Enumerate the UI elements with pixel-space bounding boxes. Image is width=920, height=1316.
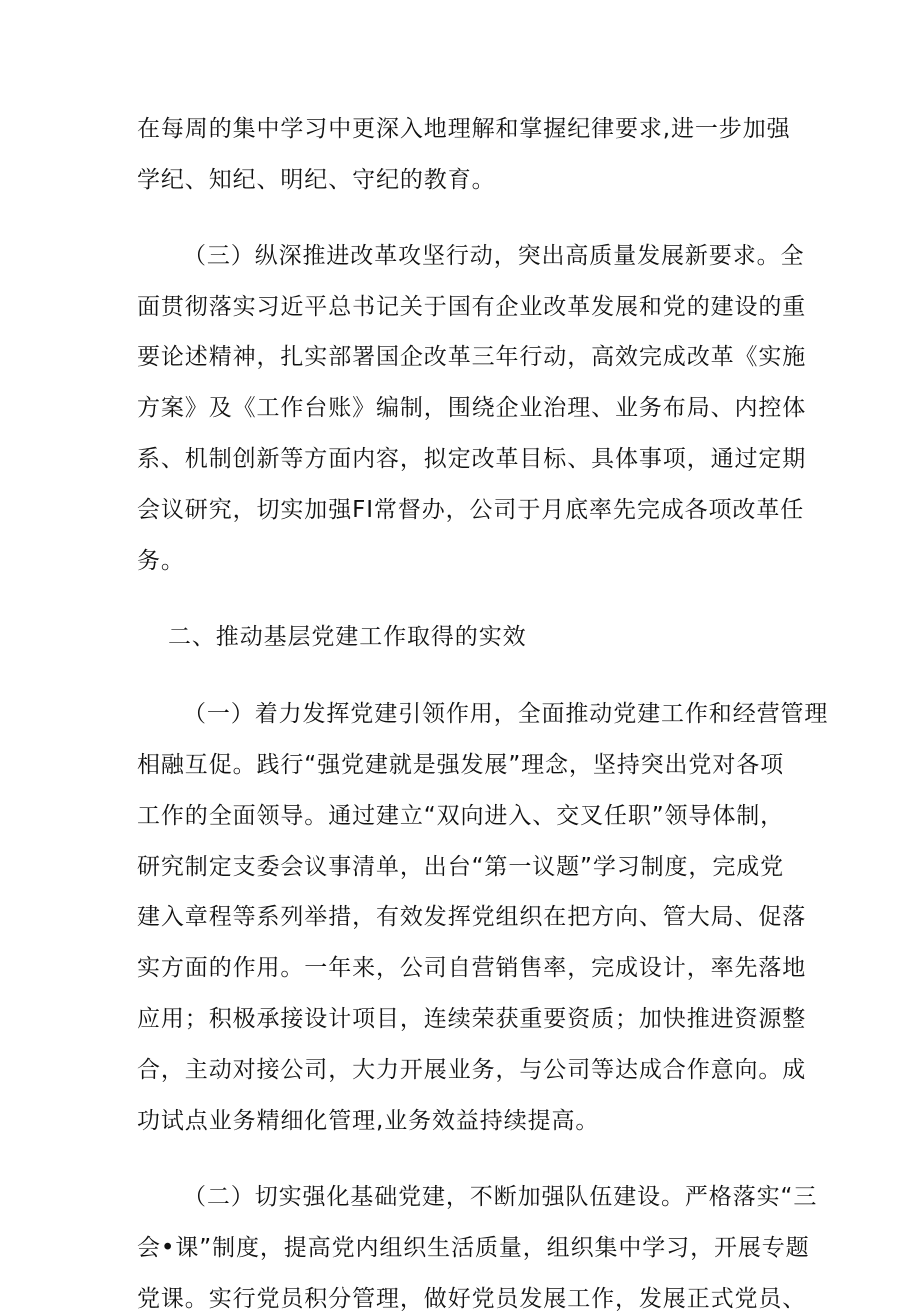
text-line: 在每周的集中学习中更深入地理解和掌握纪律要求,进一步加强	[137, 116, 791, 142]
text-line: 合，主动对接公司，大力开展业务，与公司等达成合作意向。成	[137, 1057, 807, 1083]
text-line: 研究制定支委会议事清单，出台“第一议题”学习制度，完成党	[137, 854, 785, 880]
section-heading: 二、推动基层党建工作取得的实效	[168, 624, 527, 650]
paragraph-start: （三）纵深推进改革攻坚行动，突出高质量发展新要求。全	[183, 243, 805, 269]
text-line: 要论述精神，扎实部署国企改革三年行动，高效完成改革《实施	[137, 344, 807, 370]
text-line: 面贯彻落实习近平总书记关于国有企业改革发展和党的建设的重	[137, 294, 807, 320]
text-line: 系、机制创新等方面内容，拟定改革目标、具体事项，通过定期	[137, 446, 807, 472]
text-line: 应用；积极承接设计项目，连续荣获重要资质；加快推进资源整	[137, 1006, 807, 1032]
text-line: 方案》及《工作台账》编制，围绕企业治理、业务布局、内控体	[137, 395, 807, 421]
text-line: 实方面的作用。一年来，公司自营销售率，完成设计，率先落地	[137, 955, 807, 981]
text-line: 工作的全面领导。通过建立“双向进入、交叉任职”领导体制，	[137, 803, 785, 829]
text-line: 功试点业务精细化管理,业务效益持续提高。	[137, 1108, 600, 1134]
paragraph-start: （二）切实强化基础党建，不断加强队伍建设。严格落实“三	[183, 1184, 818, 1210]
text-line: 相融互促。践行“强党建就是强发展”理念，坚持突出党对各项	[137, 752, 785, 778]
text-line: 会议研究，切实加强FI常督办，公司于月底率先完成各项改革任	[137, 497, 805, 523]
text-line: 党课。实行党员积分管理，做好党员发展工作，发展正式党员、	[137, 1286, 807, 1312]
text-line: 务。	[137, 548, 185, 574]
text-line: 会•课”制度，提高党内组织生活质量，组织集中学习，开展专题	[137, 1235, 810, 1261]
paragraph-start: （一）着力发挥党建引领作用，全面推动党建工作和经营管理	[183, 701, 829, 727]
text-line: 学纪、知纪、明纪、守纪的教育。	[137, 167, 496, 193]
text-line: 建入章程等系列举措，有效发挥党组织在把方向、管大局、促落	[137, 904, 807, 930]
